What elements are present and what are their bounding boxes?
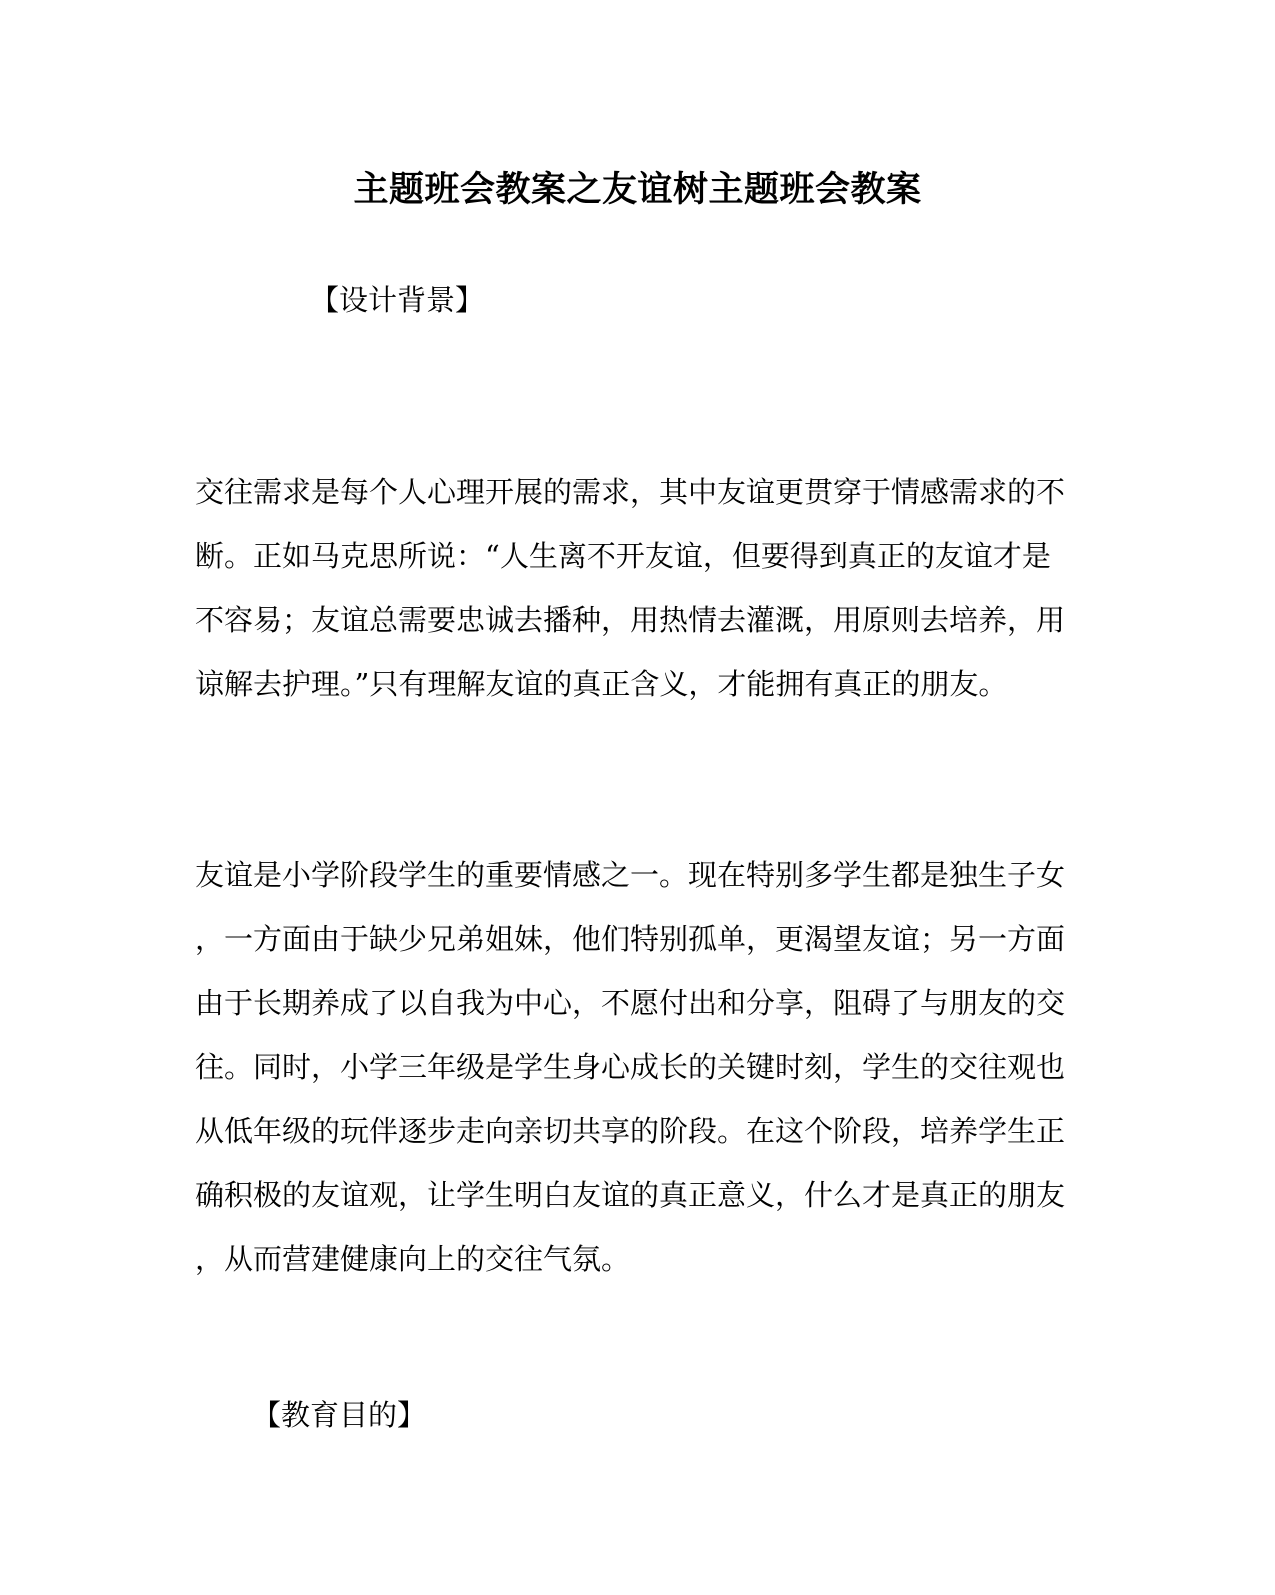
paragraph-line: 交往需求是每个人心理开展的需求，其中友谊更贯穿于情感需求的不 bbox=[195, 475, 1066, 509]
paragraph-line: 由于长期养成了以自我为中心，不愿付出和分享，阻碍了与朋友的交 bbox=[195, 986, 1066, 1020]
paragraph-line: 断。正如马克思所说：“人生离不开友谊，但要得到真正的友谊才是 bbox=[195, 539, 1051, 573]
paragraph-line: 友谊是小学阶段学生的重要情感之一。现在特别多学生都是独生子女 bbox=[195, 858, 1066, 892]
section-heading-education-goal: 【教育目的】 bbox=[252, 1398, 427, 1432]
paragraph-line: 确积极的友谊观，让学生明白友谊的真正意义，什么才是真正的朋友 bbox=[195, 1178, 1066, 1212]
paragraph-line: ，从而营建健康向上的交往气氛。 bbox=[195, 1242, 631, 1276]
paragraph-line: 从低年级的玩伴逐步走向亲切共享的阶段。在这个阶段，培养学生正 bbox=[195, 1114, 1066, 1148]
paragraph-line: ，一方面由于缺少兄弟姐妹，他们特别孤单，更渴望友谊；另一方面 bbox=[195, 922, 1066, 956]
document-title: 主题班会教案之友谊树主题班会教案 bbox=[353, 169, 922, 210]
paragraph-line: 不容易；友谊总需要忠诚去播种，用热情去灌溉，用原则去培养，用 bbox=[195, 603, 1066, 637]
paragraph-line: 往。同时，小学三年级是学生身心成长的关键时刻，学生的交往观也 bbox=[195, 1050, 1066, 1084]
section-heading-design-background: 【设计背景】 bbox=[310, 283, 485, 317]
paragraph-line: 谅解去护理。”只有理解友谊的真正含义，才能拥有真正的朋友。 bbox=[195, 667, 1008, 701]
